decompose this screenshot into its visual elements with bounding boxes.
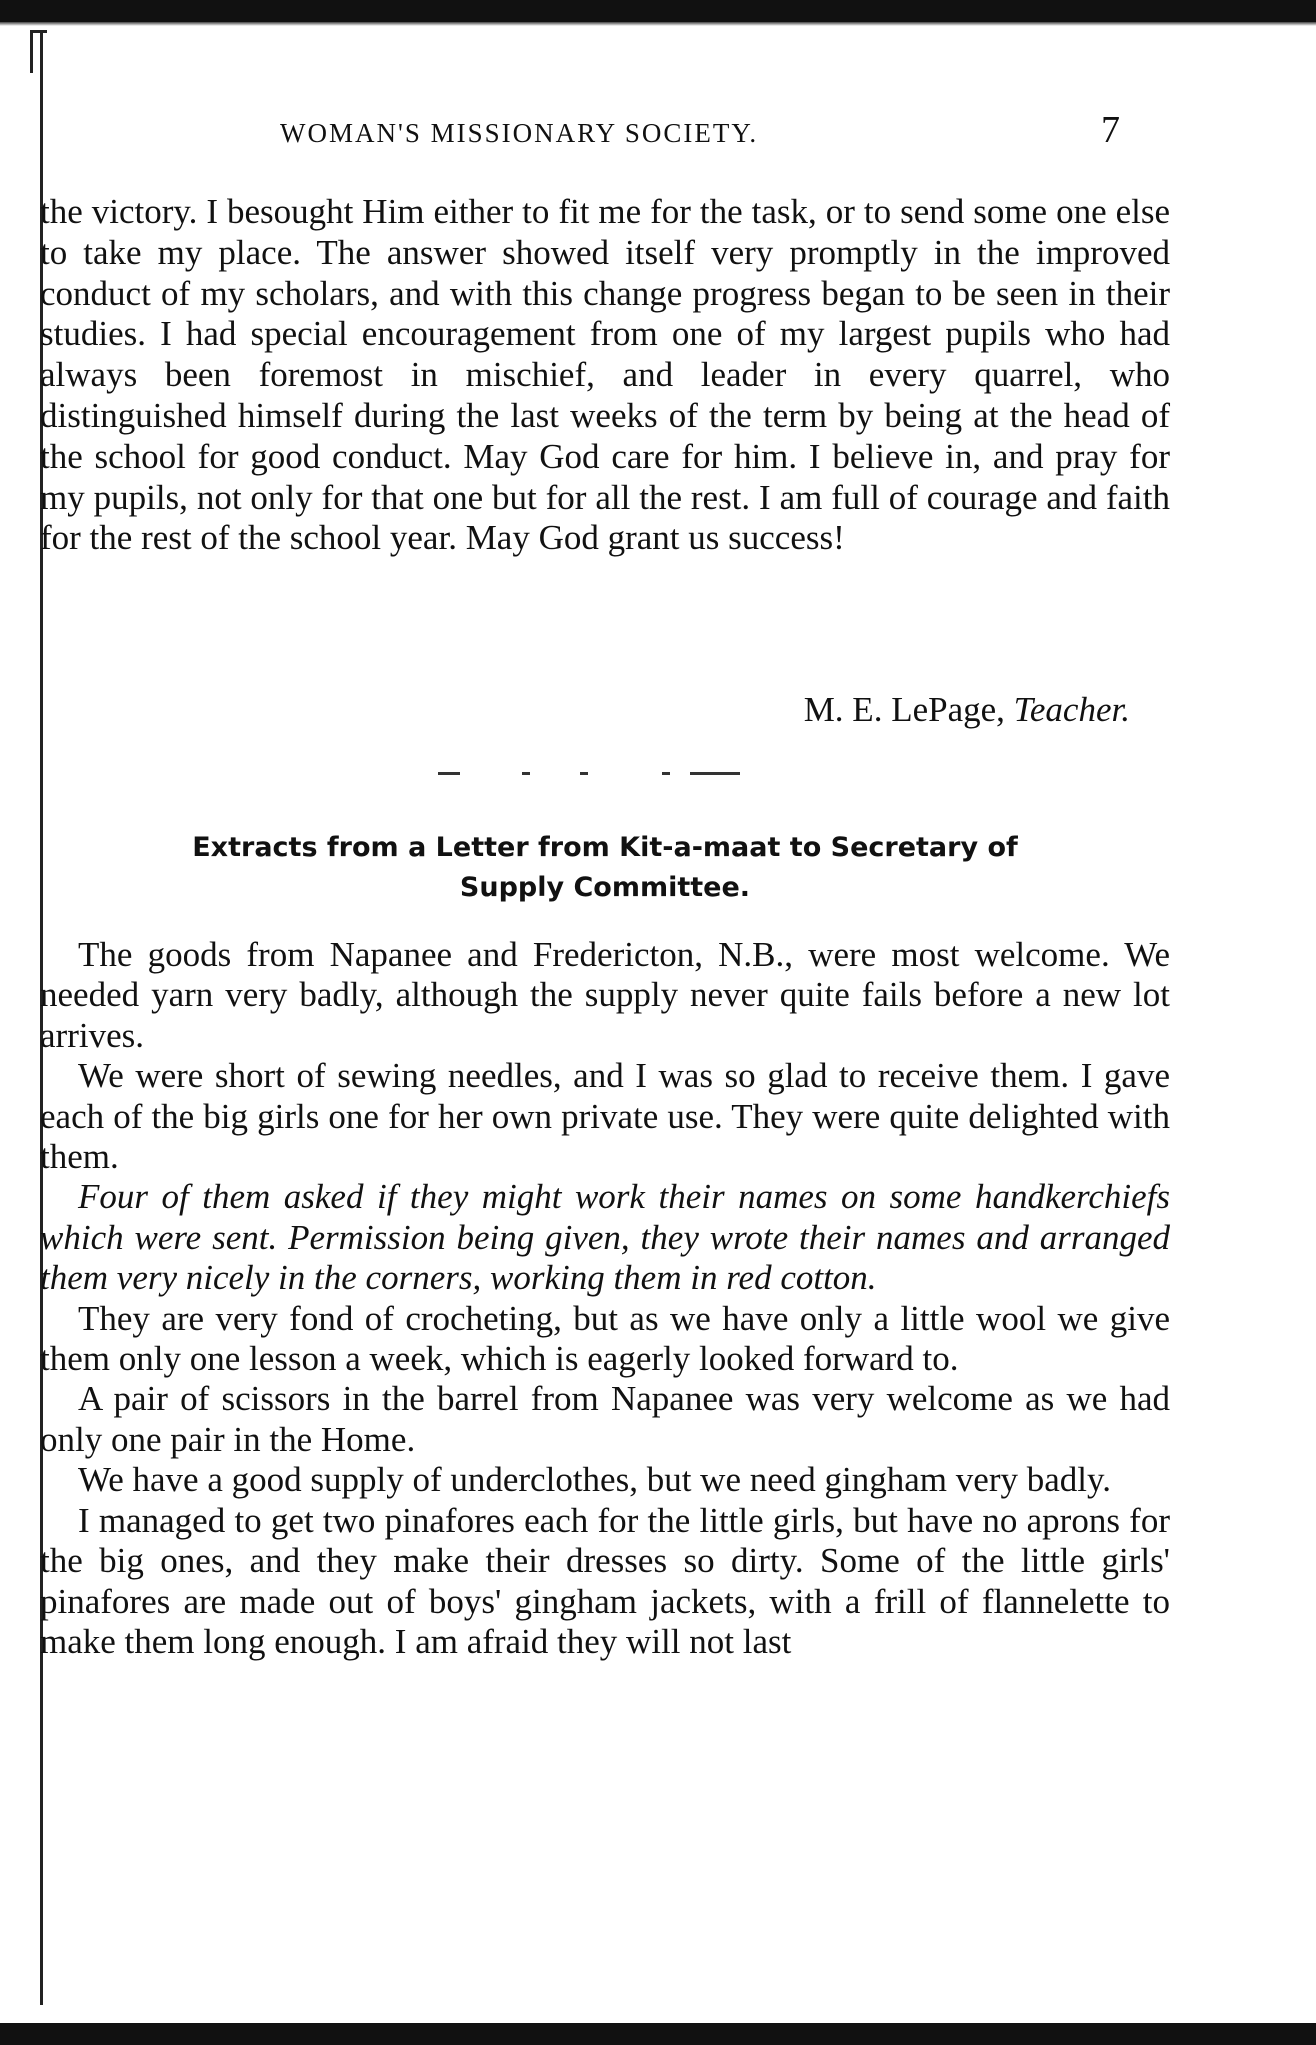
letter-paragraph: They are very fond of crocheting, but as we have only a little wool we give them only one lesson a week, which is eagerly looked forward to. [40, 1298, 1170, 1379]
separator-dash [690, 772, 740, 775]
separator-dot [662, 772, 670, 775]
running-title: WOMAN'S MISSIONARY SOCIETY. [280, 118, 759, 148]
signature-role: Teacher. [1013, 690, 1130, 729]
letter-paragraph: We have a good supply of underclothes, but we need gingham very badly. [78, 1460, 1111, 1500]
binding-edge-corner [30, 30, 47, 73]
page-number: 7 [1101, 109, 1120, 151]
signature-name: M. E. LePage, [803, 690, 1005, 729]
letter-paragraph: The goods from Napanee and Fredericton, N.B., were most welcome. We needed yarn very badly, although the supply never quite fails before a new lot arrives. [40, 935, 1170, 1055]
continued-text: the victory. I besought Him either to fit me for the task, or to send some one else to take my place. The answer showed itself very promptly in the improved conduct of my scholars, and with this change progress began to be seen in their studies. I had special encouragement from one of my largest pupils who had always been foremost in mischief, and leader in every quarrel, who distinguished himself during the last weeks of the term by being at the head of the school for good conduct. May God care for him. I believe in, and pray for my pupils, not only for that one but for all the rest. I am full of courage and faith for the rest of the school year. May God grant us success! [40, 192, 1170, 558]
letter-paragraph: A pair of scissors in the barrel from Napanee was very welcome as we had only one pair in the Home. [40, 1379, 1170, 1459]
signature [650, 690, 1130, 730]
section-heading-line-1: Extracts from a Letter from Kit-a-maat to Secretary of [192, 832, 1018, 863]
running-header [280, 108, 1120, 152]
letter-paragraph: I managed to get two pinafores each for the little girls, but have no aprons for the big ones, and they make their dresses so dirty. Some of the little girls' pinafores are made out of boys' gingham jackets, with a frill of flannelette to make them long enough. I am afraid they will not last [40, 1500, 1170, 1661]
letter-paragraph: We were short of sewing needles, and I was so glad to receive them. I gave each of the big girls one for her own private use. They were quite delighted with them. [40, 1056, 1170, 1177]
separator-dot [580, 772, 588, 775]
letter-paragraph: Four of them asked if they might work their names on some handkerchiefs which were sent. Permission being given, they wrote their names and arranged them very nicely in the corners, working them in red cotton. [40, 1177, 1170, 1298]
section-heading [40, 828, 1170, 908]
separator-dash [438, 772, 460, 775]
section-heading-line-2: Supply Committee. [459, 872, 751, 903]
top-border-shadow [0, 22, 1316, 26]
bottom-border-rule [0, 2023, 1316, 2045]
top-border-rule [0, 0, 1316, 22]
letter-body [40, 935, 1170, 1662]
separator-dot [522, 772, 530, 775]
continued-paragraph [40, 192, 1170, 559]
